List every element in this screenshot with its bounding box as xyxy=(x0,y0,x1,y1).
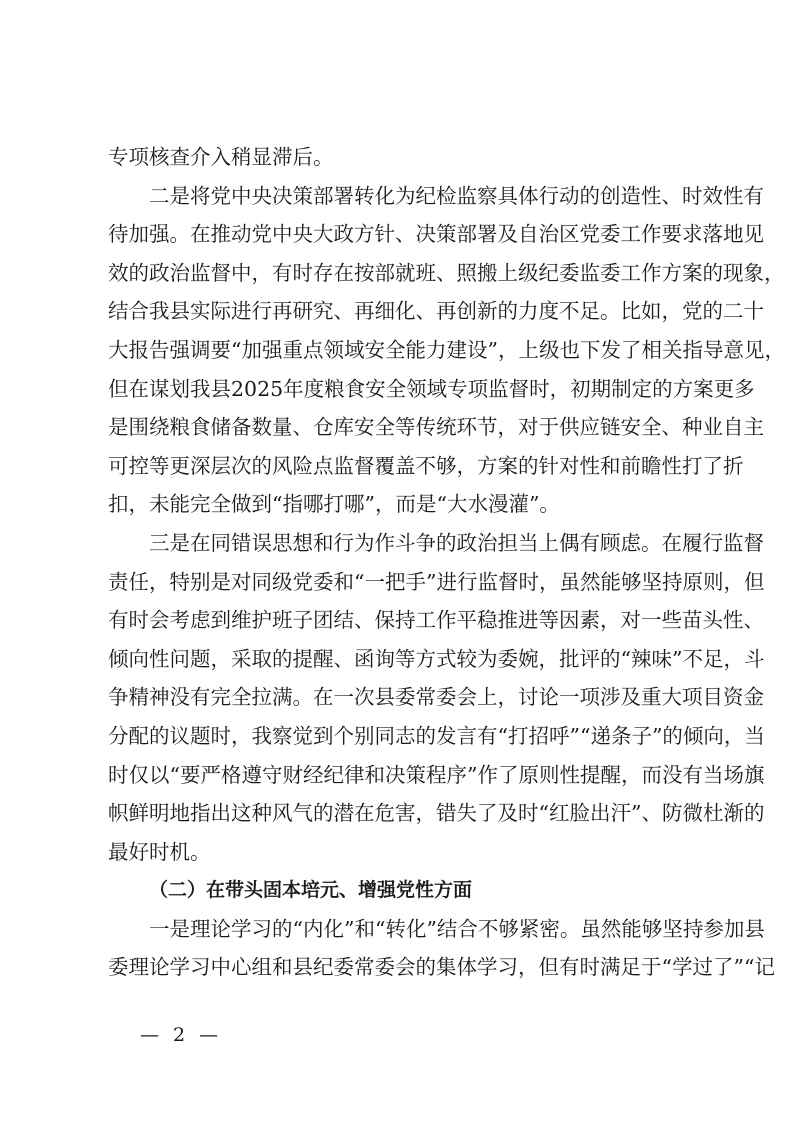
text-line: 倾向性问题，采取的提醒、函询等方式较为委婉，批评的“辣味”不足，斗 xyxy=(108,646,765,671)
text-line: 扣，未能完全做到“指哪打哪”，而是“大水漫灌”。 xyxy=(108,492,560,517)
text-line: 结合我县实际进行再研究、再细化、再创新的力度不足。比如，党的二十 xyxy=(108,299,764,324)
text-line: 有时会考虑到维护班子团结、保持工作平稳推进等因素，对一些苗头性、 xyxy=(108,608,764,633)
text-line: 三是在同错误思想和行为作斗争的政治担当上偶有顾虑。在履行监督 xyxy=(149,530,764,555)
section-heading: （二）在带头固本培元、增强党性方面 xyxy=(149,879,473,902)
text-line: 责任，特别是对同级党委和“一把手”进行监督时，虽然能够坚持原则，但 xyxy=(108,569,765,594)
text-line: 但在谋划我县2025年度粮食安全领域专项监督时，初期制定的方案更多 xyxy=(108,376,755,401)
text-line: 大报告强调要“加强重点领域安全能力建设”，上级也下发了相关指导意见， xyxy=(108,337,785,362)
text-line: 分配的议题时，我察觉到个别同志的发言有“打招呼”“递条子”的倾向，当 xyxy=(108,723,765,748)
document-body xyxy=(108,138,785,987)
text-line: 专项核查介入稍显滞后。 xyxy=(108,145,334,169)
text-line: 一是理论学习的“内化”和“转化”结合不够紧密。虽然能够坚持参加县 xyxy=(149,916,765,941)
text-line: 是围绕粮食储备数量、仓库安全等传统环节，对于供应链安全、种业自主 xyxy=(108,415,764,440)
text-line: 时仅以“要严格遵守财经纪律和决策程序”作了原则性提醒，而没有当场旗 xyxy=(108,762,765,787)
text-line: 效的政治监督中，有时存在按部就班、照搬上级纪委监委工作方案的现象， xyxy=(108,260,785,285)
text-line: 最好时机。 xyxy=(108,839,211,864)
text-line: 争精神没有完全拉满。在一次县委常委会上，讨论一项涉及重大项目资金 xyxy=(108,685,764,710)
text-line: 委理论学习中心组和县纪委常委会的集体学习，但有时满足于“学过了”“记 xyxy=(108,955,775,980)
text-line: 帜鲜明地指出这种风气的潜在危害，错失了及时“红脸出汗”、防微杜渐的 xyxy=(108,801,765,826)
page-number: — 2 — xyxy=(140,1024,223,1046)
text-line: 待加强。在推动党中央大政方针、决策部署及自治区党委工作要求落地见 xyxy=(108,222,764,247)
text-line: 二是将党中央决策部署转化为纪检监察具体行动的创造性、时效性有 xyxy=(149,183,764,208)
text-line: 可控等更深层次的风险点监督覆盖不够，方案的针对性和前瞻性打了折 xyxy=(108,453,744,478)
